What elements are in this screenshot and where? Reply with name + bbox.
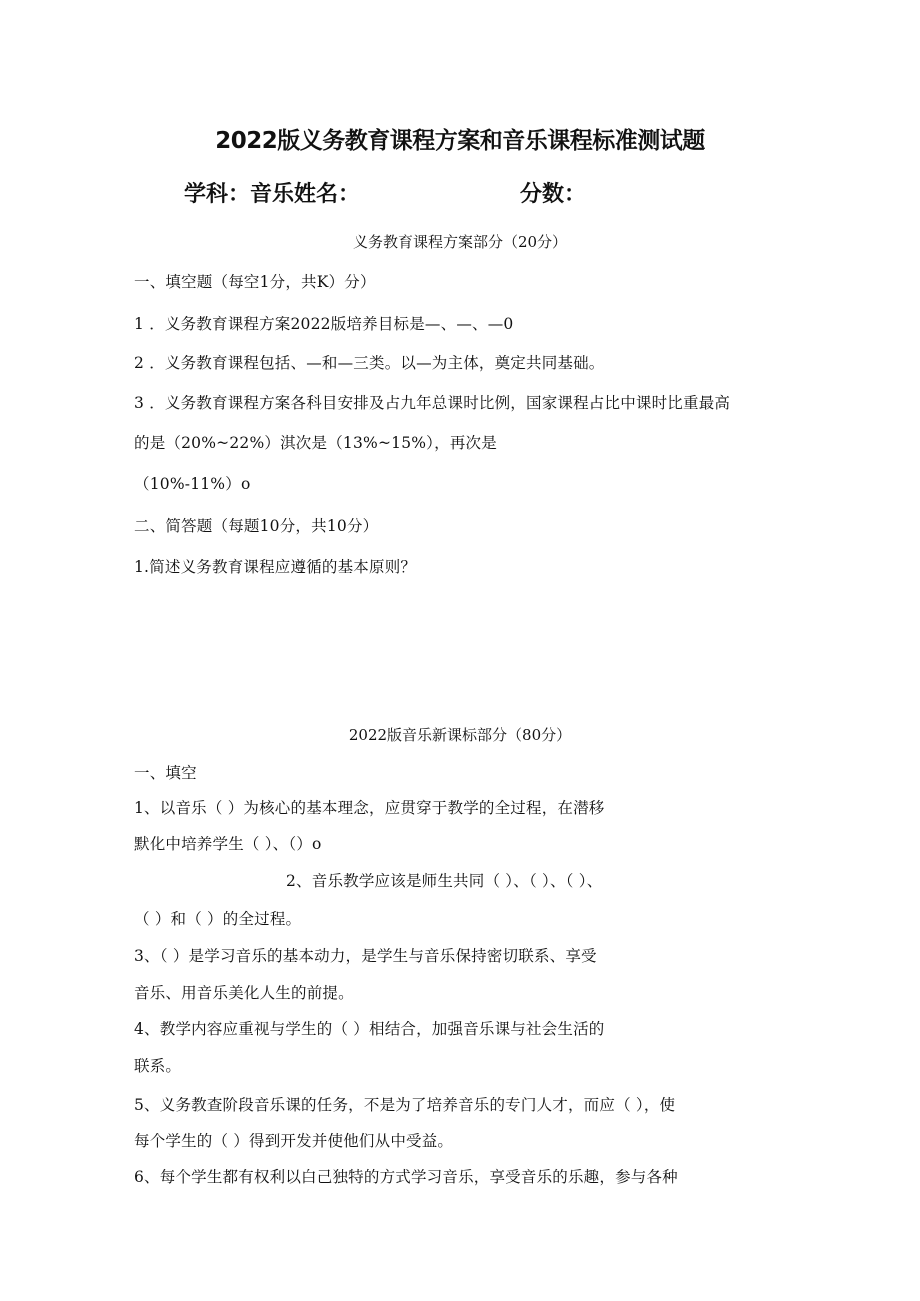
- music-question-6-line-1: 6、每个学生都有权利以白己独特的方式学习音乐，享受音乐的乐趣，参与各种: [134, 1168, 678, 1186]
- music-question-3-line-1: 3、（ ）是学习音乐的基本动力，是学生与音乐保持密切联系、享受: [134, 947, 597, 965]
- question-3-line-1: 3 ．义务教育课程方案各科目安排及占九年总课时比例，国家课程占比中课时比重最高: [134, 394, 731, 412]
- question-2: 2 ．义务教育课程包括、—和—三类。以—为主体，奠定共同基础。: [134, 354, 605, 372]
- page-title: 2022版义务教育课程方案和音乐课程标准测试题: [215, 128, 705, 154]
- music-question-3-line-2: 音乐、用音乐美化人生的前提。: [134, 984, 354, 1002]
- music-question-2-line-1: 2、音乐教学应该是师生共同（ ）、（ ）、（ ）、: [286, 872, 603, 890]
- music-question-4-line-2: 联系。: [134, 1057, 182, 1075]
- music-question-5-line-1: 5、义务教查阶段音乐课的任务，不是为了培养音乐的专门人才，而应（ ），使: [134, 1096, 676, 1114]
- music-question-1-line-2: 默化中培养学生（ ）、（）o: [134, 835, 322, 853]
- question-group-short-answer: 二、简答题（每题10分，共10分）: [134, 517, 379, 535]
- question-3-line-2: 的是（20%~22%）淇次是（13%~15%），再次是: [134, 434, 497, 452]
- music-question-4-line-1: 4、教学内容应重视与学生的（ ）相结合，加强音乐课与社会生活的: [134, 1020, 605, 1038]
- question-group-fill-blank-1: 一、填空题（每空1分，共K）分）: [134, 273, 376, 291]
- question-3-line-3: （10%-11%）o: [134, 475, 251, 493]
- question-group-fill-blank-2: 一、填空: [134, 764, 197, 782]
- music-question-1-line-1: 1、以音乐（ ）为核心的基本理念，应贯穿于教学的全过程，在潜移: [134, 799, 605, 817]
- music-question-2-line-2: （ ）和（ ）的全过程。: [134, 910, 302, 928]
- subject-name-line: 学科：音乐姓名：: [184, 182, 361, 207]
- section-heading-curriculum-plan: 义务教育课程方案部分（20分）: [352, 233, 568, 251]
- section-heading-music-standard: 2022版音乐新课标部分（80分）: [348, 726, 572, 744]
- short-answer-question-1: 1.简述义务教育课程应遵循的基本原则？: [134, 558, 417, 576]
- music-question-5-line-2: 每个学生的（ ）得到开发并使他们从中受益。: [134, 1132, 454, 1150]
- score-label: 分数：: [520, 182, 587, 207]
- question-1: 1 ．义务教育课程方案2022版培养目标是—、—、—0: [134, 315, 514, 333]
